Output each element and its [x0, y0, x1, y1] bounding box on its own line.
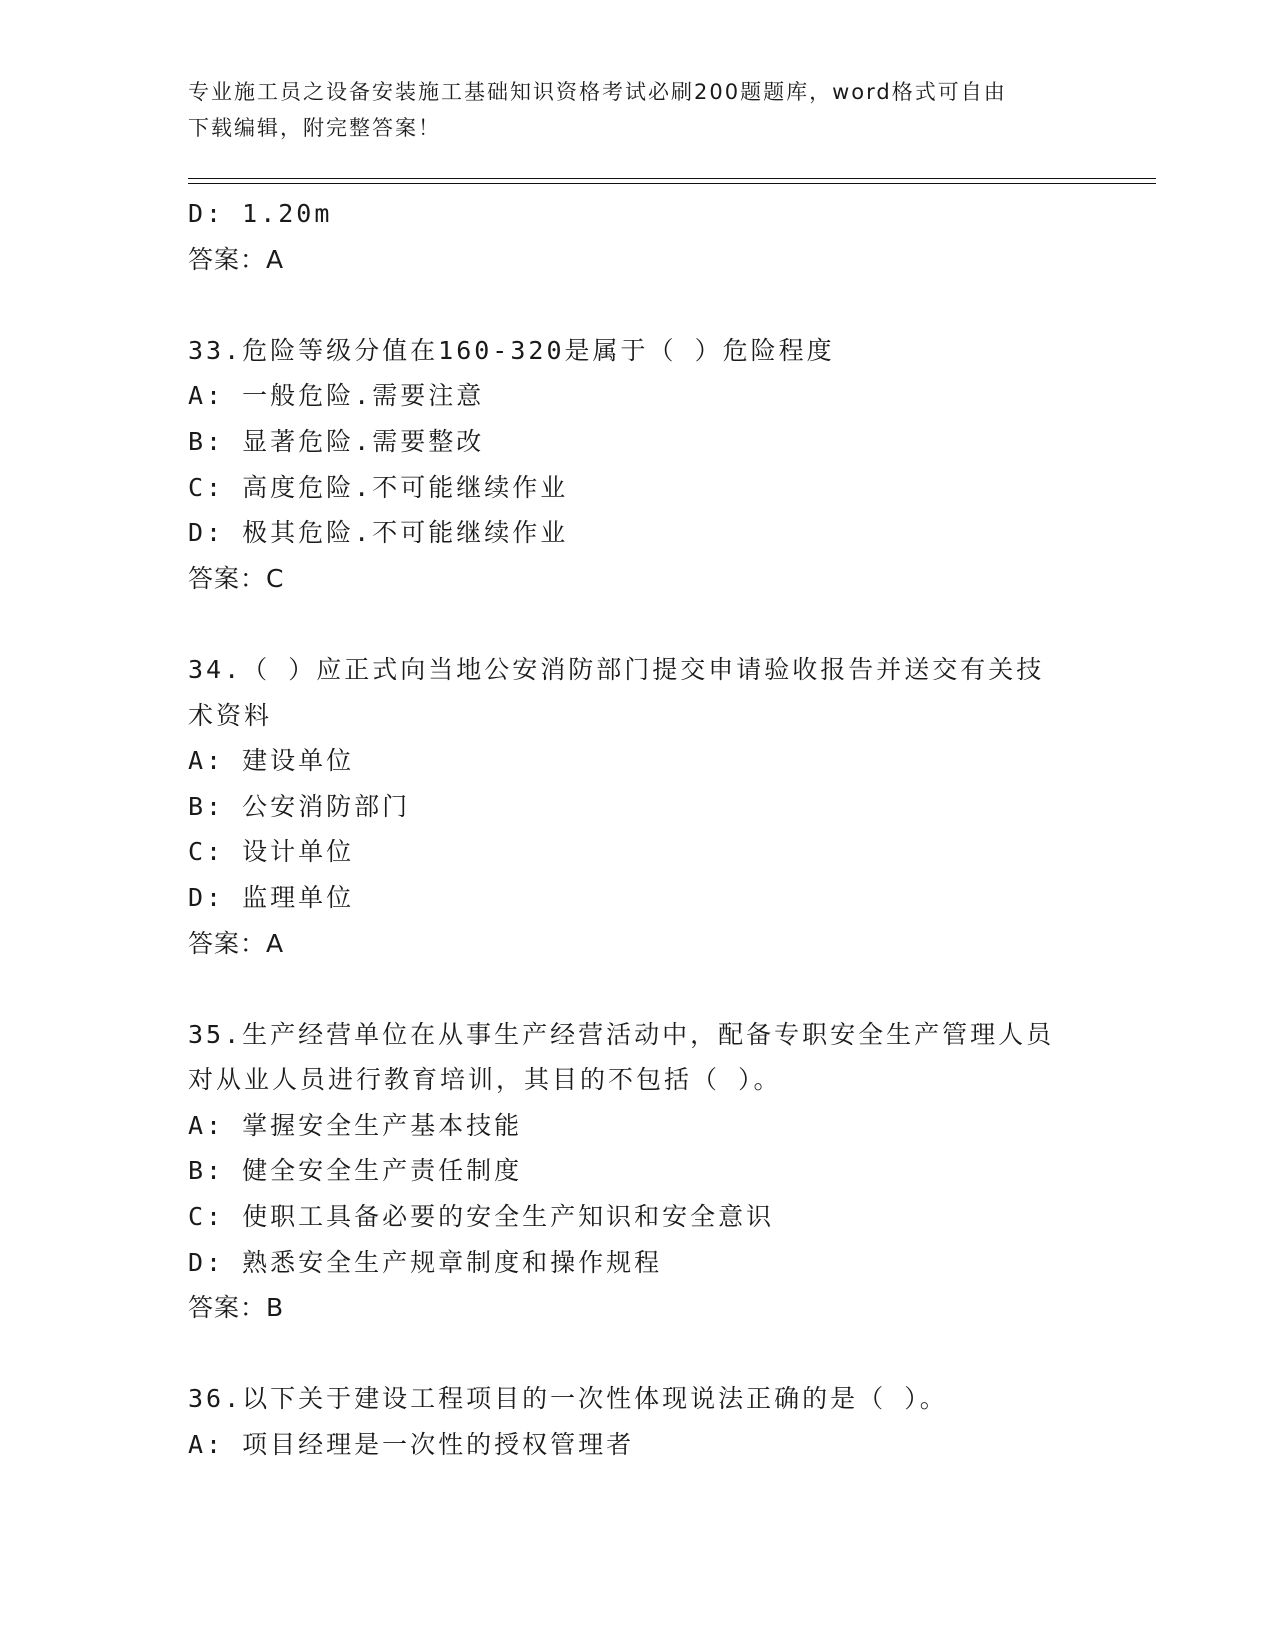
answer-line: 答案：B [188, 1293, 285, 1323]
option-a: A: 掌握安全生产基本技能 [188, 1110, 523, 1140]
question-33 [188, 328, 1088, 602]
question-stem: 33.危险等级分值在160-320是属于（ ）危险程度 [188, 335, 835, 365]
question-32-partial [188, 191, 1088, 282]
option-a: A: 一般危险.需要注意 [188, 381, 485, 411]
answer-line: 答案：A [188, 244, 285, 274]
spacer [188, 601, 1088, 647]
question-stem: 35.生产经营单位在从事生产经营活动中，配备专职安全生产管理人员 [188, 1019, 1055, 1049]
answer-line: 答案：A [188, 928, 285, 958]
option-a: A: 项目经理是一次性的授权管理者 [188, 1430, 635, 1460]
option-c: C: 高度危险.不可能继续作业 [188, 472, 569, 502]
header-divider-bottom [188, 183, 1156, 184]
answer-line: 答案：C [188, 563, 285, 593]
spacer [188, 282, 1088, 328]
option-b: B: 显著危险.需要整改 [188, 426, 485, 456]
option-a: A: 建设单位 [188, 746, 355, 776]
header-divider-top [188, 178, 1156, 179]
option-c: C: 使职工具备必要的安全生产知识和安全意识 [188, 1202, 775, 1232]
question-stem: 36.以下关于建设工程项目的一次性体现说法正确的是（ ）。 [188, 1384, 948, 1414]
option-c: C: 设计单位 [188, 837, 355, 867]
header-title-line-2: 下载编辑，附完整答案！ [188, 116, 441, 140]
option-d: D: 1.20m [188, 199, 333, 228]
option-b: B: 公安消防部门 [188, 791, 411, 821]
question-stem-continued: 术资料 [188, 700, 273, 730]
question-34 [188, 647, 1088, 966]
question-stem-continued: 对从业人员进行教育培训，其目的不包括（ ）。 [188, 1065, 782, 1095]
question-36 [188, 1376, 1088, 1467]
question-35 [188, 1012, 1088, 1331]
option-d: D: 监理单位 [188, 882, 355, 912]
option-d: D: 极其危险.不可能继续作业 [188, 518, 569, 548]
option-b: B: 健全安全生产责任制度 [188, 1156, 523, 1186]
option-d: D: 熟悉安全生产规章制度和操作规程 [188, 1247, 663, 1277]
spacer [188, 1331, 1088, 1377]
header-title-line-1: 专业施工员之设备安装施工基础知识资格考试必刷200题题库，word格式可自由 [188, 80, 1007, 104]
spacer [188, 966, 1088, 1012]
question-list [188, 191, 1088, 1468]
question-stem: 34.（ ）应正式向当地公安消防部门提交申请验收报告并送交有关技 [188, 654, 1045, 684]
document-header [188, 74, 1088, 146]
